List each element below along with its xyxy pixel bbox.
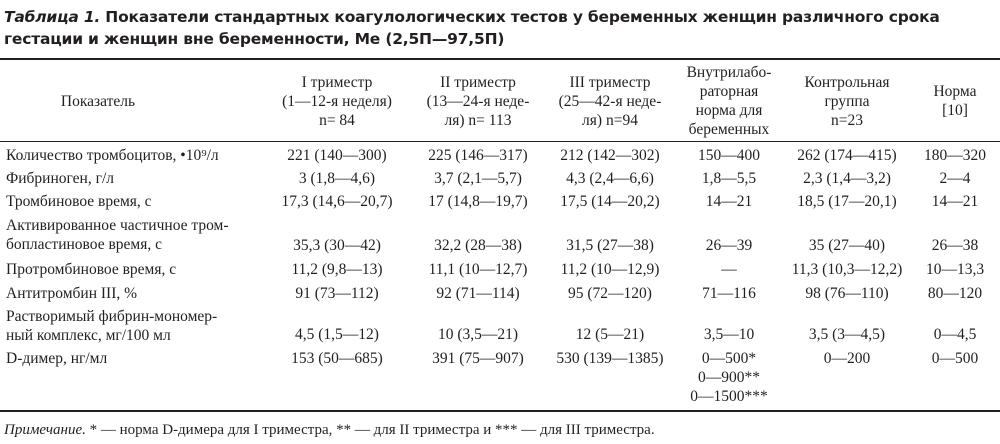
table-header-rule <box>0 141 1000 142</box>
header-lab-norm: Внутрилабо- раторная норма для беременных <box>686 64 772 138</box>
cell-trimester-2: 10 (3,5—21) <box>437 326 519 343</box>
cell-norm: 80—120 <box>927 285 983 302</box>
cell-norm: 14—21 <box>931 193 979 210</box>
cell-trimester-3: 530 (139—1385) <box>556 350 664 367</box>
cell-norm: 10—13,3 <box>925 261 985 278</box>
note-label: Примечание. <box>4 422 86 438</box>
header-trimester-3: III триместр (25—42-я неде- ля) n=94 <box>558 74 662 129</box>
cell-control: 262 (174—415) <box>797 147 897 164</box>
row-name: D-димер, нг/мл <box>6 350 108 367</box>
cell-lab-norm: 71—116 <box>702 285 756 302</box>
table-top-rule <box>0 58 1000 60</box>
cell-trimester-3: 95 (72—120) <box>568 285 652 302</box>
cell-lab-norm: 0—500* <box>701 350 757 367</box>
cell-trimester-1: 3 (1,8—4,6) <box>298 170 376 187</box>
row-name: Активированное частичное тром- бопластиновое время, с <box>6 217 229 253</box>
cell-trimester-3: 11,2 (10—12,9) <box>560 261 660 278</box>
caption-label: Таблица 1. <box>4 8 101 26</box>
cell-trimester-1: 17,3 (14,6—20,7) <box>281 193 393 210</box>
cell-trimester-2: 32,2 (28—38) <box>434 237 522 254</box>
cell-norm: 0—4,5 <box>933 326 977 343</box>
cell-trimester-3: 4,3 (2,4—6,6) <box>566 170 654 187</box>
cell-trimester-2: 11,1 (10—12,7) <box>428 261 528 278</box>
cell-trimester-3: 31,5 (27—38) <box>566 237 654 254</box>
cell-trimester-1: 35,3 (30—42) <box>293 237 381 254</box>
row-name: Антитромбин III, % <box>6 285 138 302</box>
header-control-group: Контрольная группа n=23 <box>804 74 890 129</box>
cell-lab-norm: 150—400 <box>698 147 760 164</box>
header-indicator: Показатель <box>60 93 136 110</box>
cell-trimester-2: 225 (146—317) <box>428 147 528 164</box>
cell-norm: 0—500 <box>931 350 979 367</box>
cell-trimester-2: 3,7 (2,1—5,7) <box>434 170 522 187</box>
cell-lab-norm: 26—39 <box>705 237 753 254</box>
row-name: Растворимый фибрин-мономер- ный комплекс, мг/100 мл <box>6 308 218 344</box>
cell-control: 2,3 (1,4—3,2) <box>803 170 891 187</box>
cell-control: 0—200 <box>823 350 871 367</box>
cell-trimester-1: 221 (140—300) <box>287 147 387 164</box>
cell-trimester-3: 17,5 (14—20,2) <box>560 193 660 210</box>
header-trimester-1: I триместр (1—12-я неделя) n= 84 <box>282 74 392 129</box>
cell-control: 98 (76—110) <box>805 285 889 302</box>
cell-trimester-1: 4,5 (1,5—12) <box>295 326 379 343</box>
cell-trimester-2: 17 (14,8—19,7) <box>428 193 528 210</box>
cell-trimester-1: 153 (50—685) <box>291 350 383 367</box>
table-bottom-rule <box>0 410 1000 412</box>
cell-control: 3,5 (3—4,5) <box>808 326 886 343</box>
cell-trimester-3: 12 (5—21) <box>575 326 645 343</box>
cell-lab-norm-extra: 0—900** <box>698 369 760 386</box>
cell-control: 35 (27—40) <box>808 237 886 254</box>
row-name: Количество тромбоцитов, •10⁹/л <box>6 147 219 164</box>
cell-lab-norm: 3,5—10 <box>703 326 755 343</box>
caption-text: Показатели стандартных коагулологических тестов у беременных женщин различного срока гестации и женщин вне беременности, Me (2,5П—97,5П) <box>4 8 940 48</box>
cell-lab-norm: — <box>721 261 737 278</box>
cell-trimester-1: 11,2 (9,8—13) <box>291 261 383 278</box>
cell-lab-norm: 1,8—5,5 <box>701 170 757 187</box>
row-name: Протромбиновое время, с <box>6 261 177 278</box>
cell-trimester-3: 212 (142—302) <box>560 147 660 164</box>
row-name: Тромбиновое время, с <box>6 193 152 210</box>
cell-norm: 2—4 <box>939 170 971 187</box>
cell-norm: 26—38 <box>931 237 979 254</box>
row-name: Фибриноген, г/л <box>6 170 114 187</box>
header-trimester-2: II триместр (13—24-я неде- ля) n= 113 <box>426 74 530 129</box>
cell-norm: 180—320 <box>924 147 986 164</box>
note-text: * — норма D-димера для I триместра, ** — для II триместра и *** — для III триместра. <box>85 422 655 438</box>
cell-trimester-1: 91 (73—112) <box>295 285 379 302</box>
table-note <box>4 420 655 440</box>
cell-control: 18,5 (17—20,1) <box>797 193 897 210</box>
header-norm: Норма [10] <box>933 83 977 119</box>
cell-control: 11,3 (10,3—12,2) <box>791 261 903 278</box>
cell-lab-norm: 14—21 <box>705 193 753 210</box>
cell-trimester-2: 92 (71—114) <box>436 285 520 302</box>
cell-trimester-2: 391 (75—907) <box>432 350 524 367</box>
cell-lab-norm-extra: 0—1500*** <box>690 388 768 405</box>
table-caption <box>4 6 996 50</box>
